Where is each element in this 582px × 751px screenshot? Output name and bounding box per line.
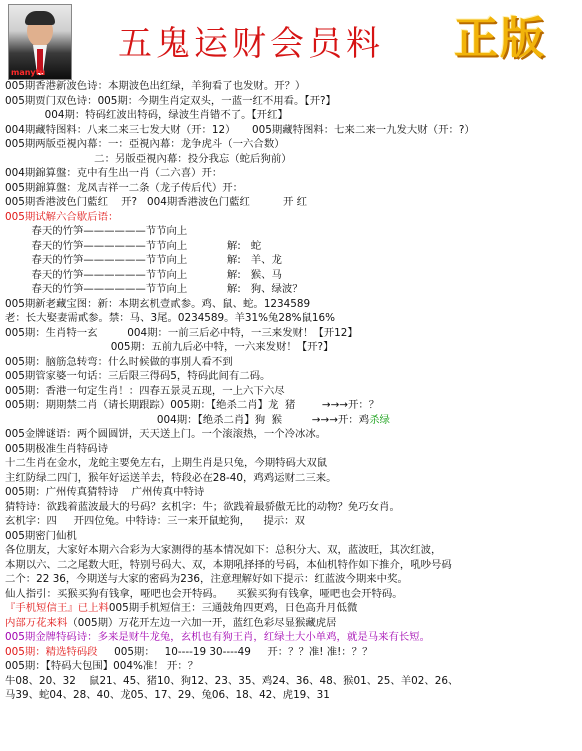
text-line: [5, 282, 579, 297]
text-line: [5, 239, 579, 254]
text-segment: 005期香港波色门藍红 开? 004期香港波色门藍红 开 红: [5, 196, 308, 208]
text-line: [5, 268, 579, 283]
text-segment: 春天的竹笋——————节节向上 解: 狗、绿波？: [5, 283, 303, 295]
text-line: [5, 543, 579, 558]
text-line: [5, 674, 579, 689]
avatar-caption: manytu: [11, 68, 46, 77]
text-segment: 005期：香港一句定生肖！：四春五景灵五现，一上六下六尽: [5, 384, 285, 397]
text-segment: 005期两版亞視內幕：一：亞視內幕：龙争虎斗（一六合数）: [5, 138, 285, 150]
text-segment: 『手机短信王』已上料: [5, 602, 109, 614]
text-line: [5, 529, 579, 544]
text-segment: 005期：广州传真猜特诗 广州传真中特诗: [5, 486, 205, 498]
text-line: [5, 311, 579, 326]
text-segment: 005期：期期禁二肖（请长期跟踪）005期：【绝杀二肖】龙 猪 →→→开：？: [5, 399, 380, 411]
text-line: [5, 471, 579, 486]
text-segment: 春天的竹笋——————节节向上 解: 羊、龙: [5, 254, 282, 266]
text-segment: 杀绿: [369, 413, 390, 426]
text-line: [5, 616, 579, 631]
text-segment: 004期藏特图料：八来二来三七发大财（开：12） 005期藏特图料：七来二来一九发大财（开：?）: [5, 123, 475, 136]
text-segment: 005金牌谜语：两个圆圆饼，天天送上门。一个滚滚热，一个冷冰冰。: [5, 428, 327, 440]
text-line: [5, 659, 579, 674]
text-segment: 005期管家婆一句话：三后限三得码5，特码此间有二码。: [5, 370, 271, 382]
text-segment: 鸡: [358, 413, 370, 426]
text-line: [5, 442, 579, 457]
text-line: [5, 630, 579, 645]
text-line: [5, 326, 579, 341]
text-line: [5, 94, 579, 109]
avatar-hair: [25, 11, 55, 25]
text-line: [5, 688, 579, 703]
text-segment: 牛08、20、32 鼠21、45、猪10、狗12、23、35、鸡24、36、48、猴01、25、羊02、26、: [5, 674, 459, 687]
text-segment: 005期：精选特码段: [5, 645, 98, 658]
text-line: [5, 181, 579, 196]
text-line: [5, 340, 579, 355]
text-line: [5, 166, 579, 181]
avatar: [8, 4, 72, 80]
text-line: [5, 297, 579, 312]
text-segment: 仙人指引：买猴买狗有钱拿，哑吧也会开特码。 买猴买狗有钱拿，哑吧也会开特码。: [5, 587, 403, 600]
text-line: [5, 587, 579, 602]
text-segment: 猜特诗：欲践着蓝波最大的号码？玄机字：牛；欲践着最骄傲无比的动物？免巧女肖。: [5, 500, 400, 513]
text-segment: 各位朋友，大家好本期六合彩为大家测得的基本情况如下：总积分大、双，蓝波旺，其次红波，: [5, 544, 442, 556]
text-line: [5, 398, 579, 413]
text-segment: 玄机字：四 开四位兔。中特诗：三一来开鼠蛇狗， 提示：双: [5, 515, 305, 527]
page-title: 五鬼运财会员料: [118, 24, 384, 64]
text-segment: 内部万花来料: [5, 616, 68, 629]
text-segment: 马39、蛇04、28、40、龙05、17、29、兔06、18、42、虎19、31: [5, 689, 330, 701]
text-segment: 005期：生肖特一玄 004期：一前三后必中特，一三来发财！【开12】: [5, 326, 358, 339]
text-line: [5, 79, 579, 94]
text-segment: 004期：【绝杀二肖】狗 猴 →→→开：: [5, 413, 359, 426]
text-line: [5, 384, 579, 399]
text-line: [5, 224, 579, 239]
text-line: [5, 485, 579, 500]
text-line: [5, 514, 579, 529]
text-segment: 老：长大娶妻需貳参。禁：马、3尾。0234589。羊31%兔28%鼠16%: [5, 312, 335, 324]
text-line: [5, 601, 579, 616]
text-segment: 005期贾门双色诗：005期：今期生肖定双头，一蓝一红不用看。【开?】: [5, 94, 336, 107]
text-segment: 十二生肖在金水，龙蛇主要免左右，上期生肖是只兔，今期特码大双鼠: [5, 457, 328, 469]
text-segment: 005期香港新波色诗：本期波色出红绿，羊狗看了也发财。开？）: [5, 80, 306, 92]
text-line: [5, 253, 579, 268]
text-segment: 主红防绿二四门，猴年好运送羊去，特段必在28-40，鸡鸡运财二三来。: [5, 471, 337, 484]
text-segment: 005期试解六合歇后语：: [5, 210, 119, 223]
text-segment: 二：另版亞視內幕：投分我忘（蛇后狗前）: [5, 152, 292, 165]
text-segment: 005期密门仙机: [5, 529, 77, 542]
text-line: [5, 427, 579, 442]
text-line: [5, 558, 579, 573]
text-segment: 本期以六、二之尾数大旺，特别号码大、双，本期吼择择的号码，本仙机特作如下推介，吼吵号码: [5, 558, 452, 571]
text-line: [5, 152, 579, 167]
text-segment: 005期新老藏宝图：新：本期玄机壹貳参。鸡、鼠、蛇。1234589: [5, 297, 311, 310]
text-line: [5, 500, 579, 515]
header: [0, 0, 582, 82]
text-line: [5, 413, 579, 428]
text-segment: 005期：脑筋急转弯：什么时候做的事別人看不到: [5, 355, 233, 368]
text-segment: （005期）万花开左边一六加一开，蓝红色彩尽显猴藏虎居: [67, 616, 337, 629]
text-segment: 005期： 10----19 30----49 开：？？准! 准!：？？: [97, 645, 373, 658]
text-line: [5, 137, 579, 152]
content-body: [5, 79, 579, 703]
text-segment: 005期：五前九后必中特，一六来发财！【开?】: [5, 341, 334, 353]
text-line: [5, 572, 579, 587]
text-line: [5, 355, 579, 370]
text-segment: 春天的竹笋——————节节向上 解: 猴、马: [5, 268, 282, 281]
text-line: [5, 456, 579, 471]
text-line: [5, 210, 579, 225]
text-line: [5, 123, 579, 138]
text-segment: 春天的竹笋——————节节向上: [5, 225, 188, 237]
text-segment: 005期：【特码大包围】004%准！ 开：？: [5, 660, 199, 672]
text-segment: 005期錦算盤：龙凤吉祥一二条（龙子传后代）开：: [5, 181, 244, 194]
text-segment: 005期金牌特码诗：多来是财牛龙兔，玄机也有狗王肖，红绿土大小单鸡，就是马来有长短。: [5, 631, 431, 643]
text-line: [5, 369, 579, 384]
text-line: [5, 195, 579, 210]
authentic-badge: 正版: [454, 13, 546, 64]
text-line: [5, 645, 579, 660]
text-segment: 二个：22 36，今期送与大家的密码为236，注意理解好如下提示：红蓝波今期来中奖。: [5, 573, 408, 585]
text-segment: 004期錦算盤：克中有生出一肖（二六喜）开：: [5, 167, 223, 179]
text-segment: 005期手机短信王：三通鼓角四更鸡，日色高升月低微: [108, 602, 358, 614]
text-line: [5, 108, 579, 123]
text-segment: 春天的竹笋——————节节向上 解: 蛇: [5, 239, 262, 252]
text-segment: 004期：特码红波出特码，绿波生肖错不了。【开红】: [5, 109, 288, 121]
text-segment: 005期极准生肖特码诗: [5, 442, 108, 455]
